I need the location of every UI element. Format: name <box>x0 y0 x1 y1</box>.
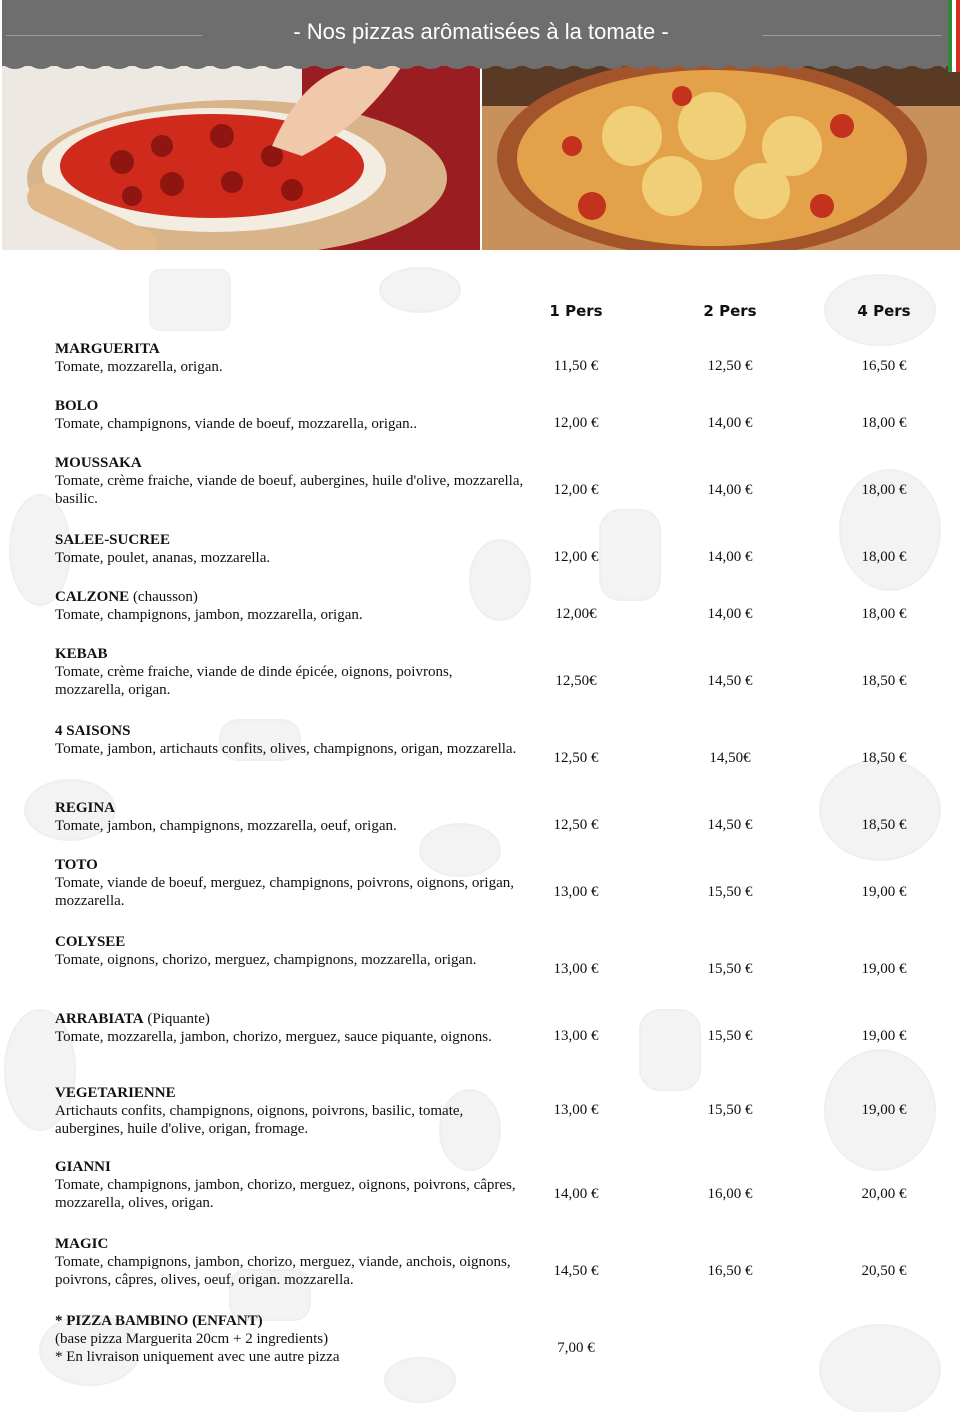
menu-item-4-saisons <box>55 722 525 758</box>
price-cell: 14,50€ <box>709 750 751 766</box>
banner-scallop-edge <box>2 60 946 74</box>
menu-item-name: 4 SAISONS <box>55 723 131 739</box>
price-cell: 14,00 € <box>707 415 753 431</box>
price-cell: 20,50 € <box>861 1263 907 1279</box>
price-cell: 18,00 € <box>861 482 907 498</box>
price-cell: 11,50 € <box>553 358 599 374</box>
menu-item-note: (Piquante) <box>143 1011 210 1027</box>
price-cell: 19,00 € <box>861 961 907 977</box>
menu-item-salee-sucree <box>55 531 525 567</box>
menu-item-title <box>55 799 525 817</box>
price-cell: 18,00 € <box>861 415 907 431</box>
menu-item-title <box>55 454 525 472</box>
menu-item-title <box>55 856 525 874</box>
bambino-price: 7,00 € <box>557 1340 595 1356</box>
flag-stripe-red <box>956 0 960 72</box>
menu-item-description: Tomate, champignons, jambon, chorizo, merguez, oignons, poivrons, câpres, mozzarella, olives, origan. <box>55 1177 516 1211</box>
price-cell: 13,00 € <box>553 1102 599 1118</box>
menu-item-toto <box>55 856 525 910</box>
menu-item-name: MARGUERITA <box>55 341 160 357</box>
menu-item-bambino <box>55 1312 525 1366</box>
menu-item-description: Tomate, champignons, jambon, mozzarella, origan. <box>55 607 363 623</box>
page-title: - Nos pizzas arômatisées à la tomate - <box>293 19 669 44</box>
menu-item-description: Tomate, mozzarella, origan. <box>55 359 223 375</box>
menu-item-title <box>55 933 525 951</box>
menu-item-name: VEGETARIENNE <box>55 1085 176 1101</box>
menu-item-title <box>55 722 525 740</box>
menu-item-title <box>55 531 525 549</box>
price-cell: 13,00 € <box>553 961 599 977</box>
column-header-1-pers: 1 Pers <box>549 302 603 320</box>
menu-item-bolo <box>55 397 525 433</box>
menu-item-colysee <box>55 933 525 969</box>
menu-item-name: COLYSEE <box>55 934 126 950</box>
menu-item-description: Tomate, jambon, champignons, mozzarella, oeuf, origan. <box>55 818 397 834</box>
header-banner <box>2 0 960 66</box>
price-cell: 20,00 € <box>861 1186 907 1202</box>
price-cell: 14,50 € <box>553 1263 599 1279</box>
menu-item-moussaka <box>55 454 525 508</box>
menu-item-vegetarienne <box>55 1084 525 1138</box>
price-cell: 15,50 € <box>707 1028 753 1044</box>
price-cell: 14,00 € <box>707 549 753 565</box>
menu-item-title <box>55 340 525 358</box>
price-cell: 12,00€ <box>555 606 597 622</box>
menu-item-marguerita <box>55 340 525 376</box>
menu-item-description: Tomate, jambon, artichauts confits, olives, champignons, origan, mozzarella. <box>55 741 517 757</box>
menu-item-name: MAGIC <box>55 1236 109 1252</box>
menu-item-name: GIANNI <box>55 1159 111 1175</box>
price-cell: 14,00 € <box>553 1186 599 1202</box>
menu-item-description: Tomate, poulet, ananas, mozzarella. <box>55 550 271 566</box>
price-cell: 14,50 € <box>707 817 753 833</box>
menu-item-note: (chausson) <box>129 589 198 605</box>
menu-item-regina <box>55 799 525 835</box>
menu-item-arrabiata <box>55 1010 525 1046</box>
price-cell: 15,50 € <box>707 884 753 900</box>
menu-item-name: ARRABIATA <box>55 1011 144 1027</box>
banner-rule-right <box>762 35 942 36</box>
menu-item-title <box>55 1158 525 1176</box>
menu-item-description: Tomate, crème fraiche, viande de dinde épicée, oignons, poivrons, mozzarella, origan. <box>55 664 453 698</box>
price-cell: 14,00 € <box>707 482 753 498</box>
italian-flag-icon <box>948 0 960 72</box>
pizza-preparation-photo <box>2 66 480 250</box>
menu-item-name: KEBAB <box>55 646 108 662</box>
price-cell: 16,50 € <box>861 358 907 374</box>
menu-item-name: MOUSSAKA <box>55 455 142 471</box>
menu-item-description: Tomate, crème fraiche, viande de boeuf, aubergines, huile d'olive, mozzarella, basilic. <box>55 473 524 507</box>
price-cell: 15,50 € <box>707 1102 753 1118</box>
menu-item-description: Tomate, champignons, jambon, chorizo, merguez, viande, anchois, oignons, poivrons, câpres, olives, oeuf, origan. mozzarella. <box>55 1254 511 1288</box>
price-cell: 12,50 € <box>553 750 599 766</box>
menu-item-title <box>55 1084 525 1102</box>
price-cell: 12,50 € <box>553 817 599 833</box>
menu-item-description: Tomate, mozzarella, jambon, chorizo, merguez, sauce piquante, oignons. <box>55 1029 492 1045</box>
menu-item-description: Artichauts confits, champignons, oignons, poivrons, basilic, tomate, aubergines, huile d'olive, origan, fromage. <box>55 1103 464 1137</box>
menu-item-title <box>55 1010 525 1028</box>
bambino-name: * PIZZA BAMBINO (ENFANT) <box>55 1313 263 1329</box>
menu-item-name: CALZONE <box>55 589 130 605</box>
column-header-4-pers: 4 Pers <box>857 302 911 320</box>
price-cell: 14,50 € <box>707 673 753 689</box>
price-cell: 12,00 € <box>553 549 599 565</box>
price-cell: 19,00 € <box>861 1028 907 1044</box>
menu-item-magic <box>55 1235 525 1289</box>
price-cell: 19,00 € <box>861 884 907 900</box>
menu-item-title <box>55 397 525 415</box>
price-cell: 18,50 € <box>861 750 907 766</box>
menu-item-name: REGINA <box>55 800 116 816</box>
price-cell: 12,00 € <box>553 415 599 431</box>
menu-item-name: SALEE-SUCREE <box>55 532 171 548</box>
price-cell: 18,50 € <box>861 673 907 689</box>
baked-pizza-photo <box>482 66 960 250</box>
column-header-2-pers: 2 Pers <box>703 302 757 320</box>
menu-item-title <box>55 588 525 606</box>
price-cell: 18,00 € <box>861 549 907 565</box>
price-cell: 13,00 € <box>553 884 599 900</box>
price-cell: 13,00 € <box>553 1028 599 1044</box>
bambino-line-1: (base pizza Marguerita 20cm + 2 ingredients) <box>55 1331 329 1347</box>
price-cell: 18,50 € <box>861 817 907 833</box>
menu-item-name: TOTO <box>55 857 98 873</box>
price-cell: 18,00 € <box>861 606 907 622</box>
menu-item-gianni <box>55 1158 525 1212</box>
menu-item-title <box>55 1235 525 1253</box>
menu-item-kebab <box>55 645 525 699</box>
menu-item-calzone <box>55 588 525 624</box>
price-cell: 12,50€ <box>555 673 597 689</box>
menu-item-title <box>55 645 525 663</box>
price-cell: 16,50 € <box>707 1263 753 1279</box>
price-cell: 12,50 € <box>707 358 753 374</box>
bambino-line-2: * En livraison uniquement avec une autre pizza <box>55 1349 340 1365</box>
price-cell: 19,00 € <box>861 1102 907 1118</box>
menu-item-description: Tomate, champignons, viande de boeuf, mozzarella, origan.. <box>55 416 418 432</box>
menu-item-name: BOLO <box>55 398 99 414</box>
price-cell: 16,00 € <box>707 1186 753 1202</box>
price-cell: 12,00 € <box>553 482 599 498</box>
price-cell: 14,00 € <box>707 606 753 622</box>
menu-item-description: Tomate, oignons, chorizo, merguez, champignons, mozzarella, origan. <box>55 952 477 968</box>
price-cell: 15,50 € <box>707 961 753 977</box>
menu-item-description: Tomate, viande de boeuf, merguez, champignons, poivrons, oignons, origan, mozzarella. <box>55 875 514 909</box>
